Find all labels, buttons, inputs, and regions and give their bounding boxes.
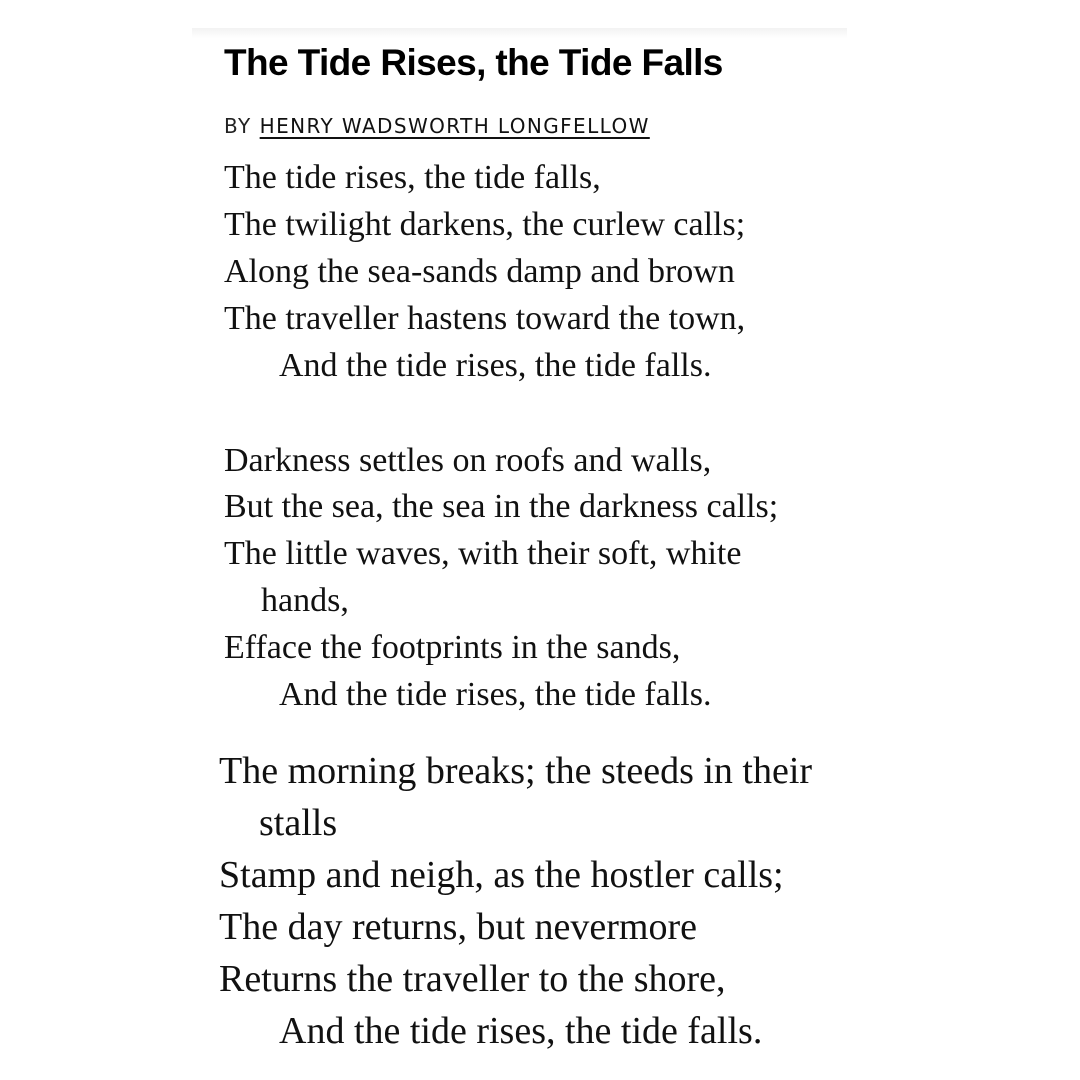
poem-line: The traveller hastens toward the town, (224, 300, 746, 337)
poem-refrain-line: And the tide rises, the tide falls. (279, 1010, 763, 1052)
poem-line: The little waves, with their soft, white (224, 535, 742, 572)
poem-line: The morning breaks; the steeds in their (219, 750, 813, 792)
poem-line-continuation: stalls (259, 802, 338, 844)
poem-line: The twilight darkens, the curlew calls; (224, 206, 746, 243)
poem-line: Stamp and neigh, as the hostler calls; (219, 854, 784, 896)
poem-line-continuation: hands, (261, 582, 349, 619)
poem-line: Darkness settles on roofs and walls, (224, 442, 712, 479)
poem-line: Along the sea-sands damp and brown (224, 253, 735, 290)
byline-label: BY (224, 114, 252, 138)
poem-refrain-line: And the tide rises, the tide falls. (279, 676, 712, 713)
poem-title: The Tide Rises, the Tide Falls (224, 42, 723, 83)
author-link[interactable]: HENRY WADSWORTH LONGFELLOW (259, 114, 650, 138)
poem-line: The day returns, but nevermore (219, 906, 697, 948)
byline (224, 113, 650, 139)
poem-refrain-line: And the tide rises, the tide falls. (279, 347, 712, 384)
poem-line: The tide rises, the tide falls, (224, 159, 601, 196)
poem-line: Returns the traveller to the shore, (219, 958, 726, 1000)
poem-line: But the sea, the sea in the darkness calls; (224, 488, 779, 525)
poem-line: Efface the footprints in the sands, (224, 629, 681, 666)
